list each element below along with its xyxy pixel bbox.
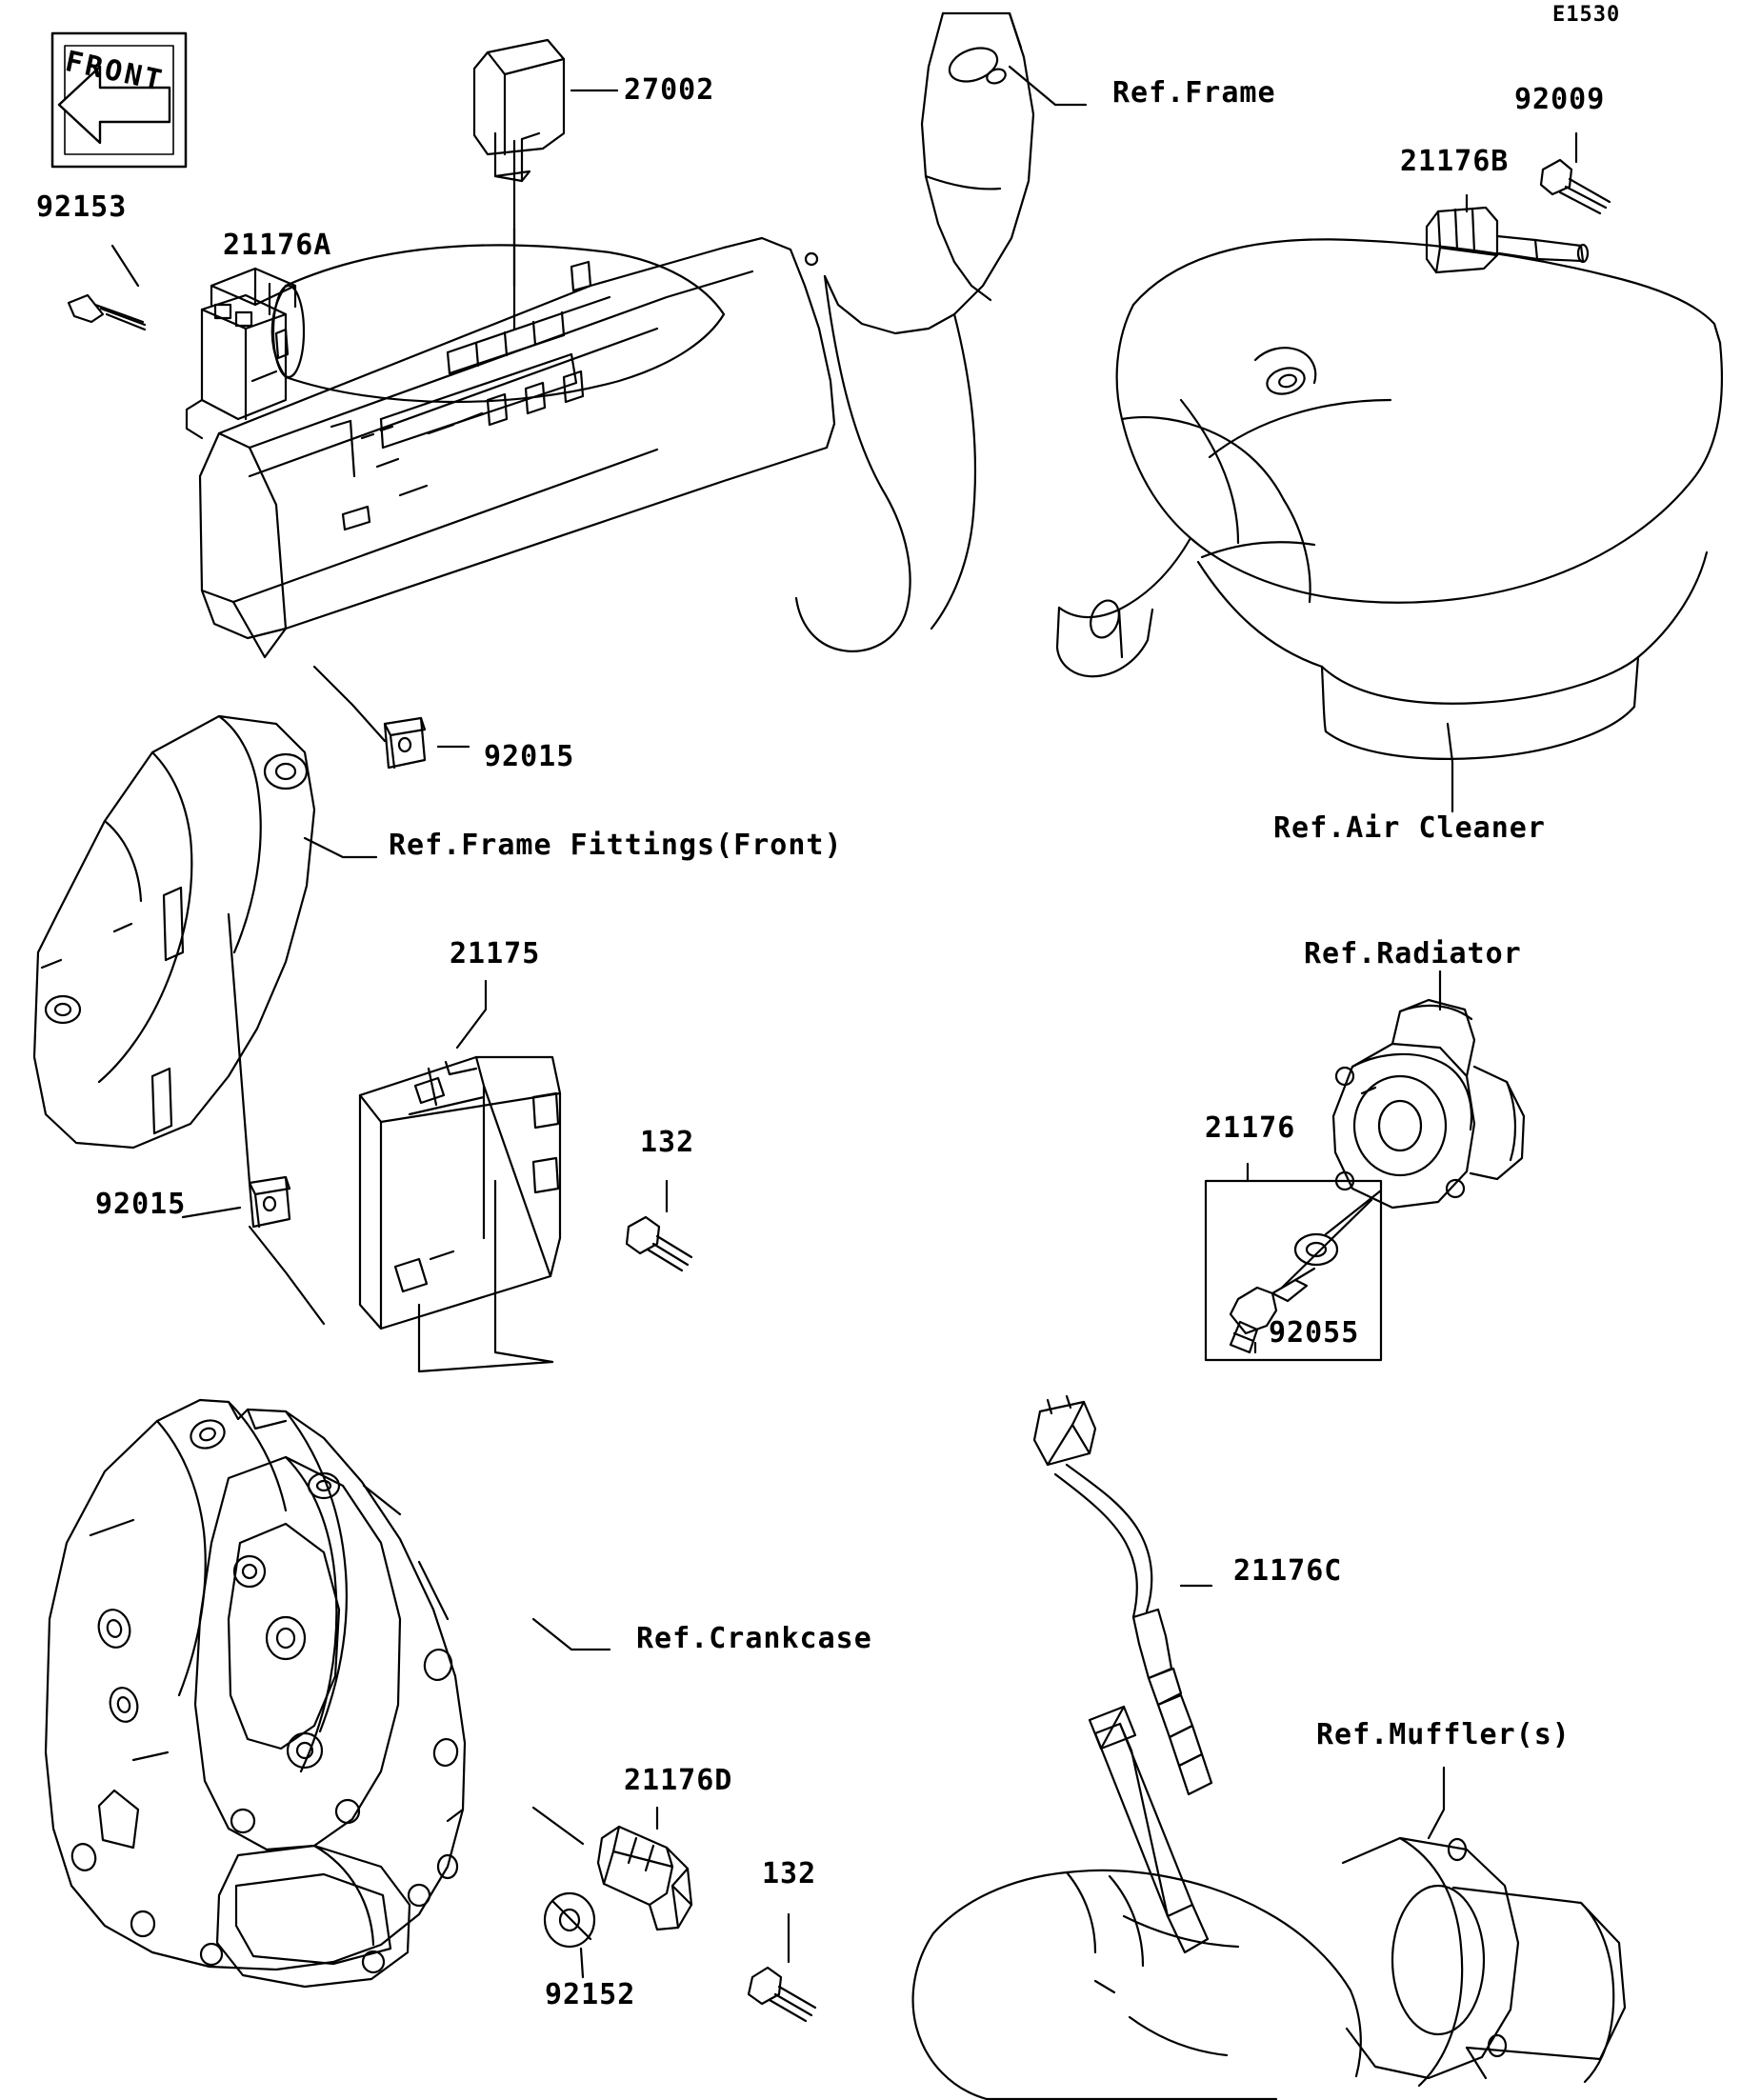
clip-92015-upper xyxy=(385,718,425,768)
reference-label-frame: Ref.Frame xyxy=(1112,76,1276,110)
leader-muffler xyxy=(1429,1768,1444,1838)
frame-fitting-bracket xyxy=(34,716,314,1148)
leader-ref-frame xyxy=(1010,67,1086,105)
reference-label-frame-fittings: Ref.Frame Fittings(Front) xyxy=(389,829,843,862)
leader-21175b xyxy=(495,1181,552,1362)
part-label-92009: 92009 xyxy=(1514,83,1606,116)
clip-92015-lower xyxy=(250,1177,290,1227)
reference-label-muffler: Ref.Muffler(s) xyxy=(1316,1718,1571,1751)
part-label-21176: 21176 xyxy=(1205,1111,1296,1145)
part-label-92015-lower: 92015 xyxy=(95,1188,187,1221)
leader-92015-upper2 xyxy=(314,667,385,741)
leader-crankcase xyxy=(533,1619,610,1650)
part-label-92015-upper: 92015 xyxy=(484,740,575,773)
leader-92015-lower3 xyxy=(229,914,250,1183)
ecu-21175 xyxy=(360,1057,560,1329)
diagram-code: E1530 xyxy=(1552,3,1621,27)
part-label-132-ecu: 132 xyxy=(640,1126,695,1159)
sensor-21176b xyxy=(1427,208,1588,272)
oxygen-sensor-21176c xyxy=(1034,1396,1211,1952)
leader-frame-fittings xyxy=(305,838,376,857)
part-label-21176b: 21176B xyxy=(1400,145,1510,178)
bolt-92153 xyxy=(69,295,145,330)
bolt-92009 xyxy=(1541,160,1610,213)
leader-92015-lower xyxy=(183,1208,240,1217)
front-marker-label: FRONT xyxy=(62,45,168,99)
sensor-21176d xyxy=(545,1827,691,1947)
part-label-92152: 92152 xyxy=(545,1978,636,2011)
leader-92153 xyxy=(112,246,138,286)
part-label-92055: 92055 xyxy=(1269,1316,1360,1350)
part-label-21176a: 21176A xyxy=(223,229,332,262)
leader-92152 xyxy=(581,1949,583,1977)
air-cleaner-assembly xyxy=(1057,239,1722,758)
leader-21176d2 xyxy=(533,1808,583,1844)
sensor-bracket-21176a xyxy=(187,269,295,438)
crankcase-assembly xyxy=(46,1400,465,1987)
reference-label-crankcase: Ref.Crankcase xyxy=(636,1622,872,1655)
leader-air-cleaner xyxy=(1448,724,1452,811)
leader-21175 xyxy=(457,981,486,1048)
bolt-132-bottom xyxy=(749,1968,815,2021)
part-label-21176c: 21176C xyxy=(1233,1554,1343,1588)
part-label-92153: 92153 xyxy=(36,190,128,224)
part-label-27002: 27002 xyxy=(624,73,715,107)
muffler-assembly xyxy=(913,1838,1625,2099)
part-label-132-bottom: 132 xyxy=(762,1857,817,1890)
radiator-fitting xyxy=(1333,1000,1524,1208)
reference-label-air-cleaner: Ref.Air Cleaner xyxy=(1273,811,1546,845)
frame-upright xyxy=(796,13,1033,651)
bolt-132-ecu xyxy=(627,1217,691,1270)
leader-92015-lower2 xyxy=(250,1227,324,1324)
part-label-21176d: 21176D xyxy=(624,1764,733,1797)
relay-27002 xyxy=(474,40,564,181)
part-label-21175: 21175 xyxy=(450,937,541,970)
reference-label-radiator: Ref.Radiator xyxy=(1304,937,1522,970)
